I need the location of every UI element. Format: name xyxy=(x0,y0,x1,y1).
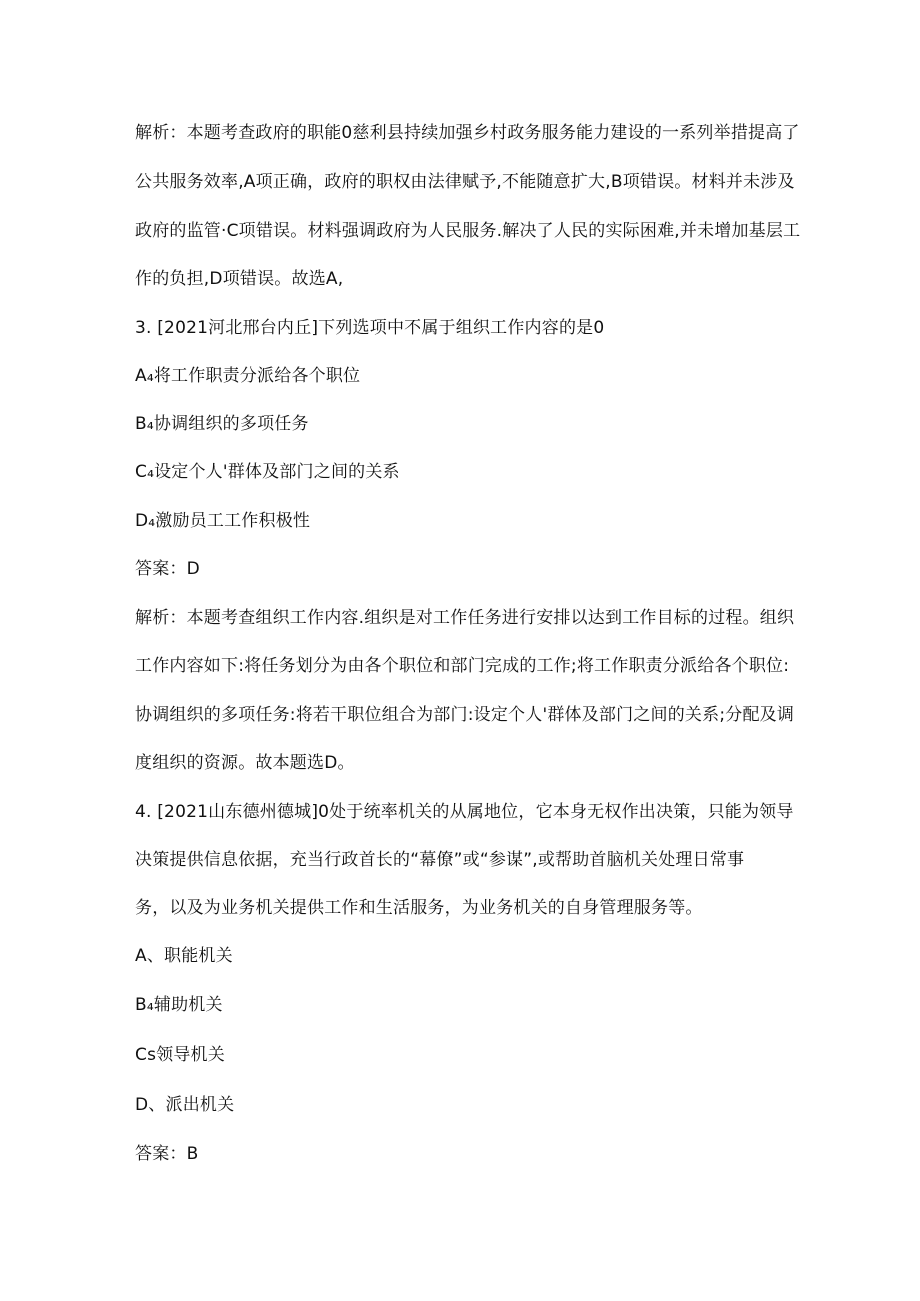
option-d: D₄激励员工工作积极性 xyxy=(135,511,311,531)
analysis-line: 度组织的资源。故本题选D。 xyxy=(135,753,355,773)
question-stem: 3. [2021河北邢台内丘]下列选项中不属于组织工作内容的是0 xyxy=(135,318,605,338)
option-d: D、派出机关 xyxy=(135,1095,235,1115)
option-c: Cs领导机关 xyxy=(135,1045,225,1065)
analysis-line: 工作内容如下:将任务划分为由各个职位和部门完成的工作;将工作职责分派给各个职位: xyxy=(135,656,790,676)
analysis-line: 协调组织的多项任务:将若干职位组合为部门:设定个人'群体及部门之间的关系;分配及调 xyxy=(135,705,795,725)
answer: 答案：B xyxy=(135,1144,199,1164)
question-stem: 4. [2021山东德州德城]0处于统率机关的从属地位，它本身无权作出决策，只能为领导 xyxy=(135,802,794,822)
analysis-line: 解析：本题考查政府的职能0慈利县持续加强乡村政务服务能力建设的一系列举措提高了 xyxy=(135,123,800,143)
question-stem: 决策提供信息依据，充当行政首长的“幕僚”或“参谋”,或帮助首脑机关处理日常事 xyxy=(135,850,745,870)
answer: 答案：D xyxy=(135,559,200,579)
analysis-line: 公共服务效率,A项正确，政府的职权由法律赋予,不能随意扩大,B项错误。材料并未涉及 xyxy=(135,172,795,192)
option-c: C₄设定个人'群体及部门之间的关系 xyxy=(135,462,400,482)
analysis-line: 作的负担,D项错误。故选A, xyxy=(135,269,344,289)
analysis-line: 政府的监管·C项错误。材料强调政府为人民服务.解决了人民的实际困难,并未增加基层工 xyxy=(135,221,801,241)
analysis-line: 解析：本题考查组织工作内容.组织是对工作任务进行安排以达到工作目标的过程。组织 xyxy=(135,608,795,628)
option-b: B₄协调组织的多项任务 xyxy=(135,414,309,434)
option-a: A、职能机关 xyxy=(135,946,233,966)
option-a: A₄将工作职责分派给各个职位 xyxy=(135,366,361,386)
question-stem: 务，以及为业务机关提供工作和生活服务，为业务机关的自身管理服务等。 xyxy=(135,898,703,918)
option-b: B₄辅助机关 xyxy=(135,995,223,1015)
